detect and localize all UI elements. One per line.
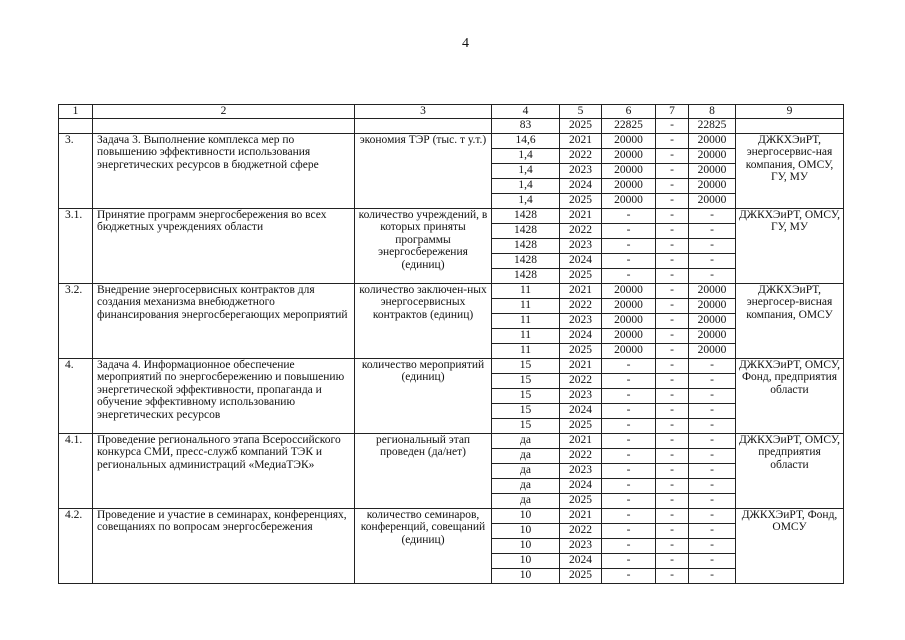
value-cell: 14,6 (492, 133, 560, 148)
amount-cell: 20000 (689, 193, 736, 208)
amount-cell: - (602, 433, 656, 448)
amount-cell: - (689, 493, 736, 508)
amount-cell: - (689, 568, 736, 583)
amount-cell: - (602, 418, 656, 433)
amount-cell: - (656, 418, 689, 433)
amount-cell: 20000 (602, 328, 656, 343)
executor-cell: ДЖКХЭиРТ, ОМСУ, предприятия области (736, 433, 844, 508)
amount-cell: 20000 (602, 313, 656, 328)
header-cell: 9 (736, 105, 844, 119)
value-cell: 1,4 (492, 178, 560, 193)
amount-cell: 20000 (602, 178, 656, 193)
amount-cell: - (656, 193, 689, 208)
year-cell: 2025 (560, 493, 602, 508)
amount-cell: - (689, 523, 736, 538)
amount-cell: - (656, 343, 689, 358)
header-cell: 2 (93, 105, 355, 119)
value-cell: 15 (492, 358, 560, 373)
amount-cell: 20000 (602, 133, 656, 148)
year-cell: 2025 (560, 118, 602, 133)
value-cell: 1428 (492, 208, 560, 223)
year-cell: 2024 (560, 253, 602, 268)
amount-cell: 20000 (689, 298, 736, 313)
year-cell: 2022 (560, 373, 602, 388)
amount-cell: - (656, 403, 689, 418)
amount-cell: - (656, 448, 689, 463)
amount-cell: - (689, 448, 736, 463)
amount-cell: 20000 (689, 163, 736, 178)
amount-cell: 20000 (689, 343, 736, 358)
amount-cell: - (602, 238, 656, 253)
value-cell: 1,4 (492, 193, 560, 208)
value-cell: 1,4 (492, 163, 560, 178)
header-cell: 7 (656, 105, 689, 119)
amount-cell: - (656, 358, 689, 373)
value-cell: 10 (492, 523, 560, 538)
item-number: 3. (59, 133, 93, 208)
amount-cell: - (656, 313, 689, 328)
year-cell: 2021 (560, 133, 602, 148)
task-description: Внедрение энергосервисных контрактов для создания механизма внебюджетного финансирования энергосберегающих мероприятий (93, 283, 355, 358)
amount-cell: - (689, 478, 736, 493)
amount-cell: - (656, 298, 689, 313)
amount-cell: - (602, 358, 656, 373)
amount-cell: - (602, 223, 656, 238)
table-row (59, 433, 844, 448)
task-description: Проведение регионального этапа Всероссийского конкурса СМИ, пресс-служб компаний ТЭК и региональных администраций «МедиаТЭК» (93, 433, 355, 508)
indicator-cell: количество семинаров, конференций, совещаний (единиц) (355, 508, 492, 583)
amount-cell: - (602, 493, 656, 508)
year-cell: 2021 (560, 508, 602, 523)
amount-cell: - (689, 268, 736, 283)
amount-cell: 20000 (602, 343, 656, 358)
year-cell: 2022 (560, 148, 602, 163)
year-cell: 2022 (560, 523, 602, 538)
indicator-cell: количество мероприятий (единиц) (355, 358, 492, 433)
amount-cell: 20000 (689, 283, 736, 298)
amount-cell: - (656, 538, 689, 553)
header-cell: 5 (560, 105, 602, 119)
amount-cell: - (656, 238, 689, 253)
amount-cell: - (689, 463, 736, 478)
year-cell: 2021 (560, 433, 602, 448)
carry-row (59, 118, 844, 133)
year-cell: 2023 (560, 463, 602, 478)
amount-cell: - (689, 403, 736, 418)
header-row (59, 105, 844, 119)
item-number: 3.1. (59, 208, 93, 283)
year-cell: 2022 (560, 298, 602, 313)
indicator-cell: экономия ТЭР (тыс. т у.т.) (355, 133, 492, 208)
empty-cell (93, 118, 355, 133)
amount-cell: - (656, 178, 689, 193)
task-description: Принятие программ энергосбережения во всех бюджетных учреждениях области (93, 208, 355, 283)
year-cell: 2021 (560, 208, 602, 223)
amount-cell: - (656, 553, 689, 568)
amount-cell: - (689, 433, 736, 448)
header-cell: 3 (355, 105, 492, 119)
amount-cell: 20000 (602, 163, 656, 178)
amount-cell: - (602, 538, 656, 553)
amount-cell: - (656, 163, 689, 178)
amount-cell: - (602, 508, 656, 523)
header-cell: 6 (602, 105, 656, 119)
amount-cell: - (656, 523, 689, 538)
year-cell: 2025 (560, 193, 602, 208)
amount-cell: - (656, 208, 689, 223)
year-cell: 2025 (560, 268, 602, 283)
amount-cell: - (656, 268, 689, 283)
amount-cell: - (602, 208, 656, 223)
task-description: Задача 3. Выполнение комплекса мер по повышению эффективности использования энергетических ресурсов в бюджетной сфере (93, 133, 355, 208)
amount-cell: - (602, 268, 656, 283)
amount-cell: 22825 (602, 118, 656, 133)
amount-cell: - (602, 448, 656, 463)
executor-cell: ДЖКХЭиРТ, ОМСУ, ГУ, МУ (736, 208, 844, 283)
year-cell: 2023 (560, 163, 602, 178)
amount-cell: - (689, 373, 736, 388)
table-row (59, 208, 844, 223)
year-cell: 2023 (560, 388, 602, 403)
amount-cell: - (689, 508, 736, 523)
amount-cell: 20000 (689, 313, 736, 328)
header-cell: 1 (59, 105, 93, 119)
amount-cell: - (656, 148, 689, 163)
value-cell: 11 (492, 328, 560, 343)
amount-cell: - (602, 478, 656, 493)
page-number: 4 (462, 36, 469, 51)
year-cell: 2022 (560, 223, 602, 238)
year-cell: 2024 (560, 478, 602, 493)
year-cell: 2025 (560, 568, 602, 583)
amount-cell: - (656, 283, 689, 298)
amount-cell: - (602, 373, 656, 388)
value-cell: 15 (492, 388, 560, 403)
year-cell: 2023 (560, 538, 602, 553)
item-number: 4. (59, 358, 93, 433)
value-cell: 10 (492, 553, 560, 568)
amount-cell: - (602, 463, 656, 478)
amount-cell: - (689, 538, 736, 553)
task-description: Проведение и участие в семинарах, конференциях, совещаниях по вопросам энергосбережения (93, 508, 355, 583)
amount-cell: 20000 (689, 148, 736, 163)
table-row (59, 358, 844, 373)
amount-cell: - (689, 553, 736, 568)
indicator-cell: количество заключен-ных энергосервисных контрактов (единиц) (355, 283, 492, 358)
value-cell: 11 (492, 343, 560, 358)
amount-cell: - (656, 568, 689, 583)
amount-cell: - (656, 223, 689, 238)
amount-cell: - (656, 328, 689, 343)
year-cell: 2024 (560, 328, 602, 343)
amount-cell: 20000 (602, 193, 656, 208)
amount-cell: - (656, 508, 689, 523)
year-cell: 2024 (560, 553, 602, 568)
year-cell: 2022 (560, 448, 602, 463)
value-cell: да (492, 448, 560, 463)
amount-cell: - (656, 463, 689, 478)
executor-cell: ДЖКХЭиРТ, энергосервис-ная компания, ОМСУ, ГУ, МУ (736, 133, 844, 208)
year-cell: 2023 (560, 313, 602, 328)
executor-cell: ДЖКХЭиРТ, Фонд, ОМСУ (736, 508, 844, 583)
empty-cell (59, 118, 93, 133)
value-cell: 15 (492, 373, 560, 388)
year-cell: 2025 (560, 343, 602, 358)
amount-cell: - (689, 238, 736, 253)
amount-cell: - (656, 478, 689, 493)
empty-cell (736, 118, 844, 133)
value-cell: 15 (492, 403, 560, 418)
value-cell: 1428 (492, 238, 560, 253)
task-description: Задача 4. Информационное обеспечение мероприятий по энергосбережению и повышению энергетической эффективности, пропаганда и обучение эффективному использованию энергетических ресурсов (93, 358, 355, 433)
item-number: 3.2. (59, 283, 93, 358)
year-cell: 2021 (560, 283, 602, 298)
amount-cell: - (656, 133, 689, 148)
value-cell: 1,4 (492, 148, 560, 163)
value-cell: 1428 (492, 253, 560, 268)
amount-cell: - (656, 493, 689, 508)
value-cell: да (492, 463, 560, 478)
table-row (59, 283, 844, 298)
amount-cell: - (689, 253, 736, 268)
amount-cell: 20000 (602, 298, 656, 313)
item-number: 4.2. (59, 508, 93, 583)
indicator-cell: количество учреждений, в которых приняты программы энергосбережения (единиц) (355, 208, 492, 283)
empty-cell (355, 118, 492, 133)
header-cell: 8 (689, 105, 736, 119)
value-cell: 83 (492, 118, 560, 133)
executor-cell: ДЖКХЭиРТ, ОМСУ, Фонд, предприятия области (736, 358, 844, 433)
value-cell: 10 (492, 508, 560, 523)
value-cell: 10 (492, 538, 560, 553)
amount-cell: 20000 (689, 178, 736, 193)
item-number: 4.1. (59, 433, 93, 508)
amount-cell: - (656, 433, 689, 448)
amount-cell: - (656, 118, 689, 133)
year-cell: 2024 (560, 403, 602, 418)
amount-cell: 20000 (602, 148, 656, 163)
amount-cell: - (689, 208, 736, 223)
amount-cell: 20000 (689, 328, 736, 343)
value-cell: 11 (492, 313, 560, 328)
value-cell: 11 (492, 283, 560, 298)
program-table (58, 104, 844, 584)
amount-cell: - (602, 568, 656, 583)
year-cell: 2021 (560, 358, 602, 373)
amount-cell: 22825 (689, 118, 736, 133)
amount-cell: - (602, 388, 656, 403)
indicator-cell: региональный этап проведен (да/нет) (355, 433, 492, 508)
amount-cell: - (602, 523, 656, 538)
amount-cell: - (656, 373, 689, 388)
amount-cell: - (689, 388, 736, 403)
amount-cell: - (689, 418, 736, 433)
year-cell: 2024 (560, 178, 602, 193)
value-cell: 1428 (492, 268, 560, 283)
value-cell: 1428 (492, 223, 560, 238)
executor-cell: ДЖКХЭиРТ, энергосер-висная компания, ОМСУ (736, 283, 844, 358)
value-cell: да (492, 433, 560, 448)
table-row (59, 508, 844, 523)
year-cell: 2023 (560, 238, 602, 253)
amount-cell: - (689, 358, 736, 373)
value-cell: 11 (492, 298, 560, 313)
amount-cell: 20000 (602, 283, 656, 298)
value-cell: 15 (492, 418, 560, 433)
header-cell: 4 (492, 105, 560, 119)
amount-cell: - (602, 403, 656, 418)
amount-cell: - (689, 223, 736, 238)
year-cell: 2025 (560, 418, 602, 433)
value-cell: 10 (492, 568, 560, 583)
value-cell: да (492, 493, 560, 508)
amount-cell: - (656, 253, 689, 268)
value-cell: да (492, 478, 560, 493)
amount-cell: - (656, 388, 689, 403)
amount-cell: - (602, 553, 656, 568)
table-row (59, 133, 844, 148)
amount-cell: - (602, 253, 656, 268)
amount-cell: 20000 (689, 133, 736, 148)
